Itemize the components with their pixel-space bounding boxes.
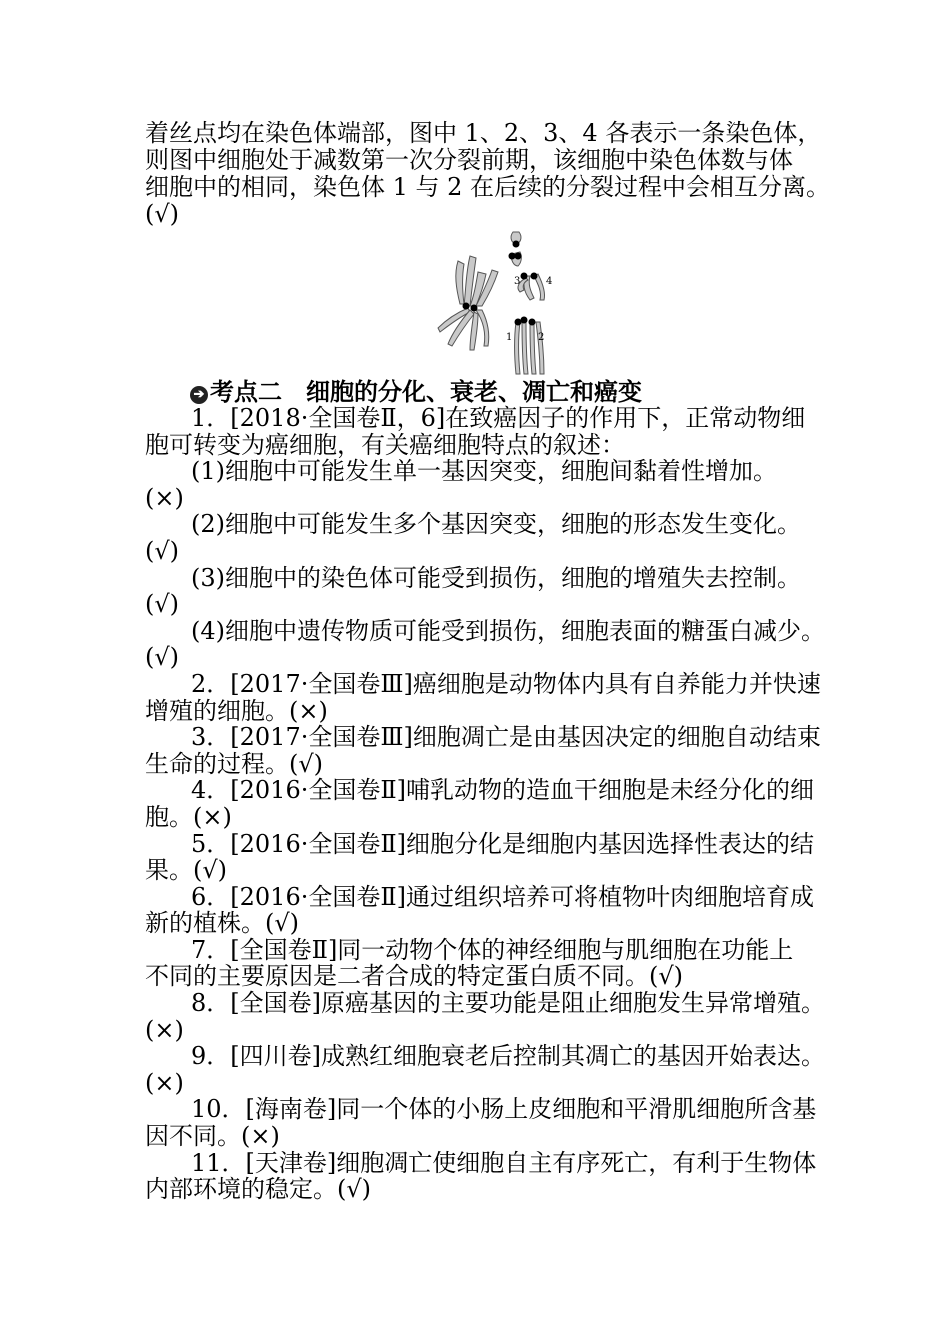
chromosome-2b [536,322,544,374]
item-answer: (√) [145,536,180,565]
item-answer: (×) [145,1015,184,1044]
intro-line: 则图中细胞处于减数第一次分裂前期，该细胞中染色体数与体 [145,146,793,174]
item-line: 3．[2017·全国卷Ⅲ]细胞凋亡是由基因决定的细胞自动结束 [191,723,821,752]
item-line: (4)细胞中遗传物质可能受到损伤，细胞表面的糖蛋白减少。 [191,616,825,645]
section-title: 考点二 细胞的分化、衰老、凋亡和癌变 [210,377,642,406]
item-line: 4．[2016·全国卷Ⅱ]哺乳动物的造血干细胞是未经分化的细 [191,776,815,805]
item-line: 不同的主要原因是二者合成的特定蛋白质不同。(√) [145,962,684,991]
chromosome-1 [515,322,521,374]
chromosome-1b [522,322,528,374]
section-heading [190,378,642,406]
item-line: 11．[天津卷]细胞凋亡使细胞自主有序死亡，有利于生物体 [191,1148,817,1177]
chromosome-label-3: 3 [514,276,521,287]
chromosome-left-upper [456,261,464,304]
item-line: 因不同。(×) [145,1122,280,1151]
item-line: 8．[全国卷]原癌基因的主要功能是阻止细胞发生异常增殖。 [191,989,825,1018]
item-line: (1)细胞中可能发生单一基因突变，细胞间黏着性增加。 [191,457,777,486]
item-line: 内部环境的稳定。(√) [145,1175,372,1204]
intro-line: 着丝点均在染色体端部，图中 1、2、3、4 各表示一条染色体， [145,119,822,147]
item-line: 5．[2016·全国卷Ⅱ]细胞分化是细胞内基因选择性表达的结 [191,829,815,858]
item-line: 生命的过程。(√) [145,749,324,778]
item-line: 新的植株。(√) [145,909,300,938]
intro-paragraph [145,119,831,228]
item-answer: (×) [145,483,184,512]
item-line: 增殖的细胞。(×) [145,696,328,725]
item-line: (3)细胞中的染色体可能受到损伤，细胞的增殖失去控制。 [191,563,801,592]
item-line: 胞可转变为癌细胞，有关癌细胞特点的叙述： [145,430,625,459]
chromosome-2 [530,322,536,374]
chromosome-label-4: 4 [546,276,553,287]
item-line: 9．[四川卷]成熟红细胞衰老后控制其凋亡的基因开始表达。 [191,1042,825,1071]
item-line: 2．[2017·全国卷Ⅲ]癌细胞是动物体内具有自养能力并快速 [191,669,821,698]
item-answer: (√) [145,590,180,619]
item-line: 果。(√) [145,856,228,885]
question-list [145,405,845,1203]
item-line: 10．[海南卷]同一个体的小肠上皮细胞和平滑肌细胞所含基 [191,1095,817,1124]
item-line: 6．[2016·全国卷Ⅱ]通过组织培养可将植物叶肉细胞培育成 [191,882,815,911]
chromosome-label-2: 2 [538,332,545,343]
item-line: (2)细胞中可能发生多个基因突变，细胞的形态发生变化。 [191,510,801,539]
item-line: 7．[全国卷Ⅱ]同一动物个体的神经细胞与肌细胞在功能上 [191,935,794,964]
chromosome-label-1: 1 [506,332,513,343]
item-answer: (×) [145,1068,184,1097]
chromosome-figure [430,226,570,376]
arrow-right-icon: ➔ [190,386,208,404]
item-line: 胞。(×) [145,802,232,831]
item-line: 1．[2018·全国卷Ⅱ，6]在致癌因子的作用下，正常动物细 [191,404,806,432]
item-answer: (√) [145,643,180,672]
intro-answer: (√) [145,200,180,228]
intro-line: 细胞中的相同，染色体 1 与 2 在后续的分裂过程中会相互分离。 [145,173,831,201]
